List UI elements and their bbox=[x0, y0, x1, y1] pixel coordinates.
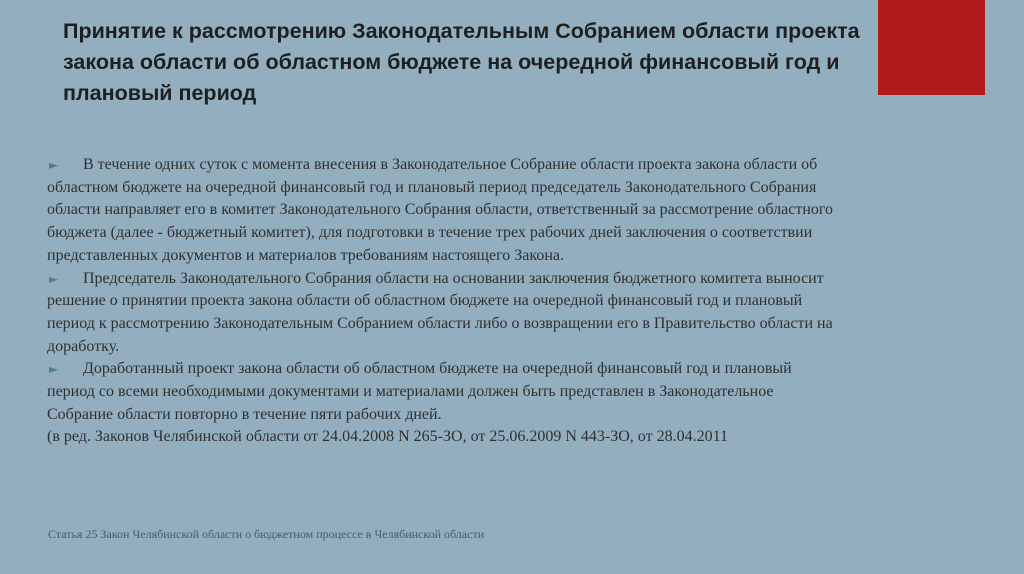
paragraph-3-text: Доработанный проект закона области об областном бюджете на очередной финансовый год и плановый период со всеми необходимыми документами и материалами должен быть представлен в Законодательное Собрание области повторно в течение пяти рабочих дней. bbox=[47, 360, 792, 423]
paragraph-3 bbox=[47, 358, 837, 426]
slide-body bbox=[47, 154, 837, 449]
amendment-note: (в ред. Законов Челябинской области от 24.04.2008 N 265-ЗО, от 25.06.2009 N 443-ЗО, от 28.04.2011 bbox=[47, 428, 728, 446]
paragraph-2-text: Председатель Законодательного Собрания области на основании заключения бюджетного комитета выносит решение о принятии проекта закона области об областном бюджете на очередной финансовый год и плановый период к рассмотрению Законодательным Собранием области либо о возвращении его в Правительство области на доработку. bbox=[47, 269, 833, 355]
triangle-right-icon: ► bbox=[49, 362, 59, 377]
triangle-right-icon: ► bbox=[49, 158, 59, 172]
paragraph-1-text: В течение одних суток с момента внесения в Законодательное Собрание области проекта закона области об областном бюджете на очередной финансовый год и плановый период председатель Законодательного Собрания области направляет его в комитет Законодательного Собрания области, ответственный за рассмотрение областного бюджета (далее - бюджетный комитет), для подготовки в течение трех рабочих дней заключения о соответствии представленных документов и материалов требованиям настоящего Закона. bbox=[47, 156, 834, 264]
red-accent-block bbox=[878, 0, 985, 95]
triangle-right-icon: ► bbox=[49, 271, 59, 286]
source-footnote: Статья 25 Закон Челябинской области о бюджетном процессе в Челябинской области bbox=[48, 527, 485, 541]
paragraph-1 bbox=[47, 154, 837, 268]
slide-title: Принятие к рассмотрению Законодательным Собранием области проекта закона области об областном бюджете на очередной финансовый год и плановый период bbox=[63, 19, 860, 105]
paragraph-2 bbox=[47, 268, 837, 359]
